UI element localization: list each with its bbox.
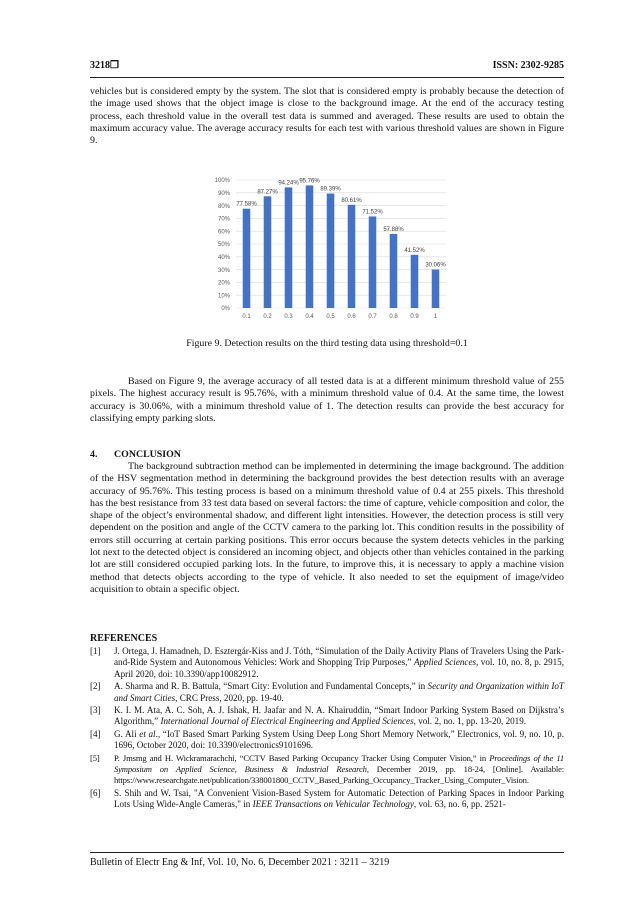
x-tick-label: 0.7 bbox=[368, 314, 377, 320]
x-tick-label: 0.9 bbox=[410, 314, 419, 320]
conclusion-paragraph: The background subtraction method can be implemented in determining the image background. The addition of the HSV segmentation method in determining the background provides the best detection results with an average accuracy of 95.76%. This testing process is based on a minimum threshold value of 0.4 at 255 pixels. This threshold has the best resistance from 33 test data based on several factors: the time of capture, vehicle composition and color, the shape of the object’s environmental shadow, and different light intensities. However, the detection process is still very dependent on the position and angle of the CCTV camera to the parking lot. This condition results in the possibility of errors still occurring at certain parking positions. This error occurs because the system detects vehicles in the parking lot next to the detected object is considered an incoming object, and objects other than vehicles contained in the parking lot are still considered occupied parking lots. In the future, to improve this, it is necessary to apply a machine vision method that detects objects according to the type of vehicle. It also needed to set the equipment of image/video acquisition to obtain a specific object. bbox=[90, 461, 564, 595]
data-label: 77.58% bbox=[236, 201, 257, 208]
reference-text: A. Sharma and R. B. Battula, “Smart City: Evolution and Fundamental Concepts,” in bbox=[114, 681, 428, 692]
y-tick-label: 50% bbox=[217, 242, 230, 249]
bar bbox=[369, 216, 377, 308]
data-label: 87.27% bbox=[257, 189, 278, 196]
reference-text: P. Jmsmg and H. Wickramarachchi, “CCTV Based Parking Occupancy Tracker Using Computer Vision,” in bbox=[114, 752, 490, 763]
section-heading bbox=[90, 449, 181, 460]
footer-citation: Bulletin of Electr Eng & Inf, Vol. 10, No. 6, December 2021 : 3211 – 3219 bbox=[90, 857, 390, 868]
reference-details: , vol. 2, no. 1, pp. 13-20, 2019. bbox=[413, 716, 527, 727]
y-tick-label: 70% bbox=[217, 216, 230, 223]
x-tick-label: 0.3 bbox=[284, 314, 293, 320]
bar bbox=[411, 255, 419, 308]
reference-source: et al bbox=[139, 728, 156, 739]
y-tick-label: 40% bbox=[217, 255, 230, 261]
bar bbox=[327, 194, 335, 308]
x-tick-label: 0.1 bbox=[242, 314, 251, 320]
data-label: 30.06% bbox=[425, 262, 446, 269]
page-header-left bbox=[90, 60, 119, 71]
reference-number: [2] bbox=[90, 681, 101, 692]
footer-rule bbox=[90, 852, 564, 853]
reference-number: [4] bbox=[90, 728, 101, 739]
section-number: 4. bbox=[90, 449, 98, 460]
section-title: CONCLUSION bbox=[114, 449, 181, 460]
reference-text: J. Ortega, J. Hamadneh, D. Esztergár-Kiss and J. Tóth, “Simulation of the Daily Activity Plans of Travelers Using the Park-and-Ride System and Autonomous Vehicles: Work and Shopping Trip Purposes,” bbox=[114, 646, 564, 668]
header-rule bbox=[90, 77, 564, 78]
y-tick-label: 90% bbox=[217, 191, 230, 197]
reference-item bbox=[90, 705, 564, 728]
page-number: 3218 bbox=[90, 60, 110, 71]
reference-number: [5] bbox=[90, 752, 100, 763]
y-tick-label: 20% bbox=[217, 280, 230, 287]
reference-text: K. I. M. Ata, A. C. Soh, A. J. Ishak, H. Jaafar and N. A. Khairuddin, “Smart Indoor Parking System Based on Dijkstra’s Algorithm,” bbox=[114, 705, 564, 727]
x-tick-label: 0.2 bbox=[263, 314, 272, 320]
analysis-paragraph: Based on Figure 9, the average accuracy of all tested data is at a different minimum threshold value of 255 pixels. The highest accuracy result is 95.76%, with a minimum threshold value of 0.4. At the same time, the lowest accuracy is 30.06%, with a minimum threshold value of 1. The detection results can provide the best accuracy for classifying empty parking slots. bbox=[90, 376, 564, 424]
bar bbox=[243, 209, 251, 308]
reference-source: Proceedings of the 11 Symposium on Applied Science, Business & Industrial Research bbox=[114, 752, 564, 775]
reference-number: [3] bbox=[90, 705, 101, 716]
reference-details: , vol. 63, no. 6, pp. 2521- bbox=[413, 799, 506, 810]
reference-text: S. Shih and W. Tsai, "A Convenient Vision-Based System for Automatic Detection of Parking Spaces in Indoor Parking Lots Using Wide-Angle Cameras," in bbox=[114, 787, 564, 810]
x-tick-label: 0.6 bbox=[347, 314, 356, 320]
y-tick-label: 30% bbox=[217, 267, 230, 274]
data-label: 41.52% bbox=[404, 247, 425, 254]
bar bbox=[264, 196, 272, 308]
data-label: 94.24% bbox=[278, 180, 299, 187]
x-tick-label: 0.5 bbox=[326, 314, 335, 320]
reference-source: International Journal of Electrical Engineering and Applied Sciences bbox=[160, 716, 414, 727]
reference-source: Applied Sciences bbox=[413, 657, 477, 668]
x-tick-label: 0.8 bbox=[389, 314, 398, 320]
bar bbox=[306, 185, 314, 308]
issn: ISSN: 2302-9285 bbox=[492, 60, 564, 71]
data-label: 89.39% bbox=[320, 186, 341, 193]
reference-source: Security and Organization within IoT and Smart Cities bbox=[114, 681, 564, 703]
bar bbox=[432, 270, 440, 308]
bar bbox=[390, 234, 398, 308]
figure-caption: Figure 9. Detection results on the third testing data using threshold=0.1 bbox=[186, 338, 468, 349]
y-tick-label: 60% bbox=[217, 229, 230, 236]
reference-details: , December 2019, pp. 18-24, [Online]. Available: https://www.researchgate.net/publication/338001800_CCTV_Based_Parking_Occupancy_Tracker_Using_Computer_Vision. bbox=[114, 764, 564, 786]
y-tick-label: 100% bbox=[214, 178, 230, 185]
y-tick-label: 0% bbox=[221, 306, 230, 313]
reference-text: G. Ali bbox=[114, 728, 140, 739]
reference-item bbox=[90, 753, 564, 787]
reference-details: ., “IoT Based Smart Parking System Using Deep Long Short Memory Network,” Electronics, vol. 9, no. 10, p. 1696, October 2020, doi: 10.3390/electronics9101696. bbox=[114, 728, 564, 751]
y-tick-label: 10% bbox=[217, 293, 230, 300]
reference-item bbox=[90, 729, 564, 752]
page-mark-icon: ❒ bbox=[110, 60, 119, 71]
reference-number: [6] bbox=[90, 787, 101, 798]
reference-number: [1] bbox=[90, 646, 101, 656]
data-label: 95.76% bbox=[299, 178, 320, 185]
reference-item bbox=[90, 788, 564, 811]
reference-source: IEEE Transactions on Vehicular Technology bbox=[252, 799, 414, 810]
x-tick-label: 1 bbox=[433, 314, 438, 320]
reference-details: , vol. 10, no. 8, p. 2915, April 2020, doi: 10.3390/app10082912. bbox=[114, 657, 564, 679]
references-list bbox=[90, 646, 564, 812]
bar bbox=[348, 205, 356, 308]
reference-item bbox=[90, 646, 564, 680]
intro-paragraph: vehicles but is considered empty by the system. The slot that is considered empty is probably because the detection of the image used shows that the object image is close to the background image. At the end of the accuracy testing process, each threshold value in the overall test data is summed and averaged. These results are used to obtain the maximum accuracy value. The average accuracy results for each test with various threshold values are shown in Figure 9. bbox=[90, 86, 564, 147]
data-label: 80.61% bbox=[341, 197, 362, 204]
accuracy-bar-chart bbox=[188, 166, 458, 326]
y-tick-label: 80% bbox=[217, 203, 230, 210]
reference-item bbox=[90, 681, 564, 704]
data-label: 71.52% bbox=[362, 209, 383, 216]
x-tick-label: 0.4 bbox=[305, 314, 314, 320]
data-label: 57.88% bbox=[383, 226, 404, 233]
references-heading: REFERENCES bbox=[90, 633, 158, 644]
bar bbox=[285, 187, 293, 308]
reference-details: , CRC Press, 2020, pp. 19-40. bbox=[175, 692, 284, 703]
